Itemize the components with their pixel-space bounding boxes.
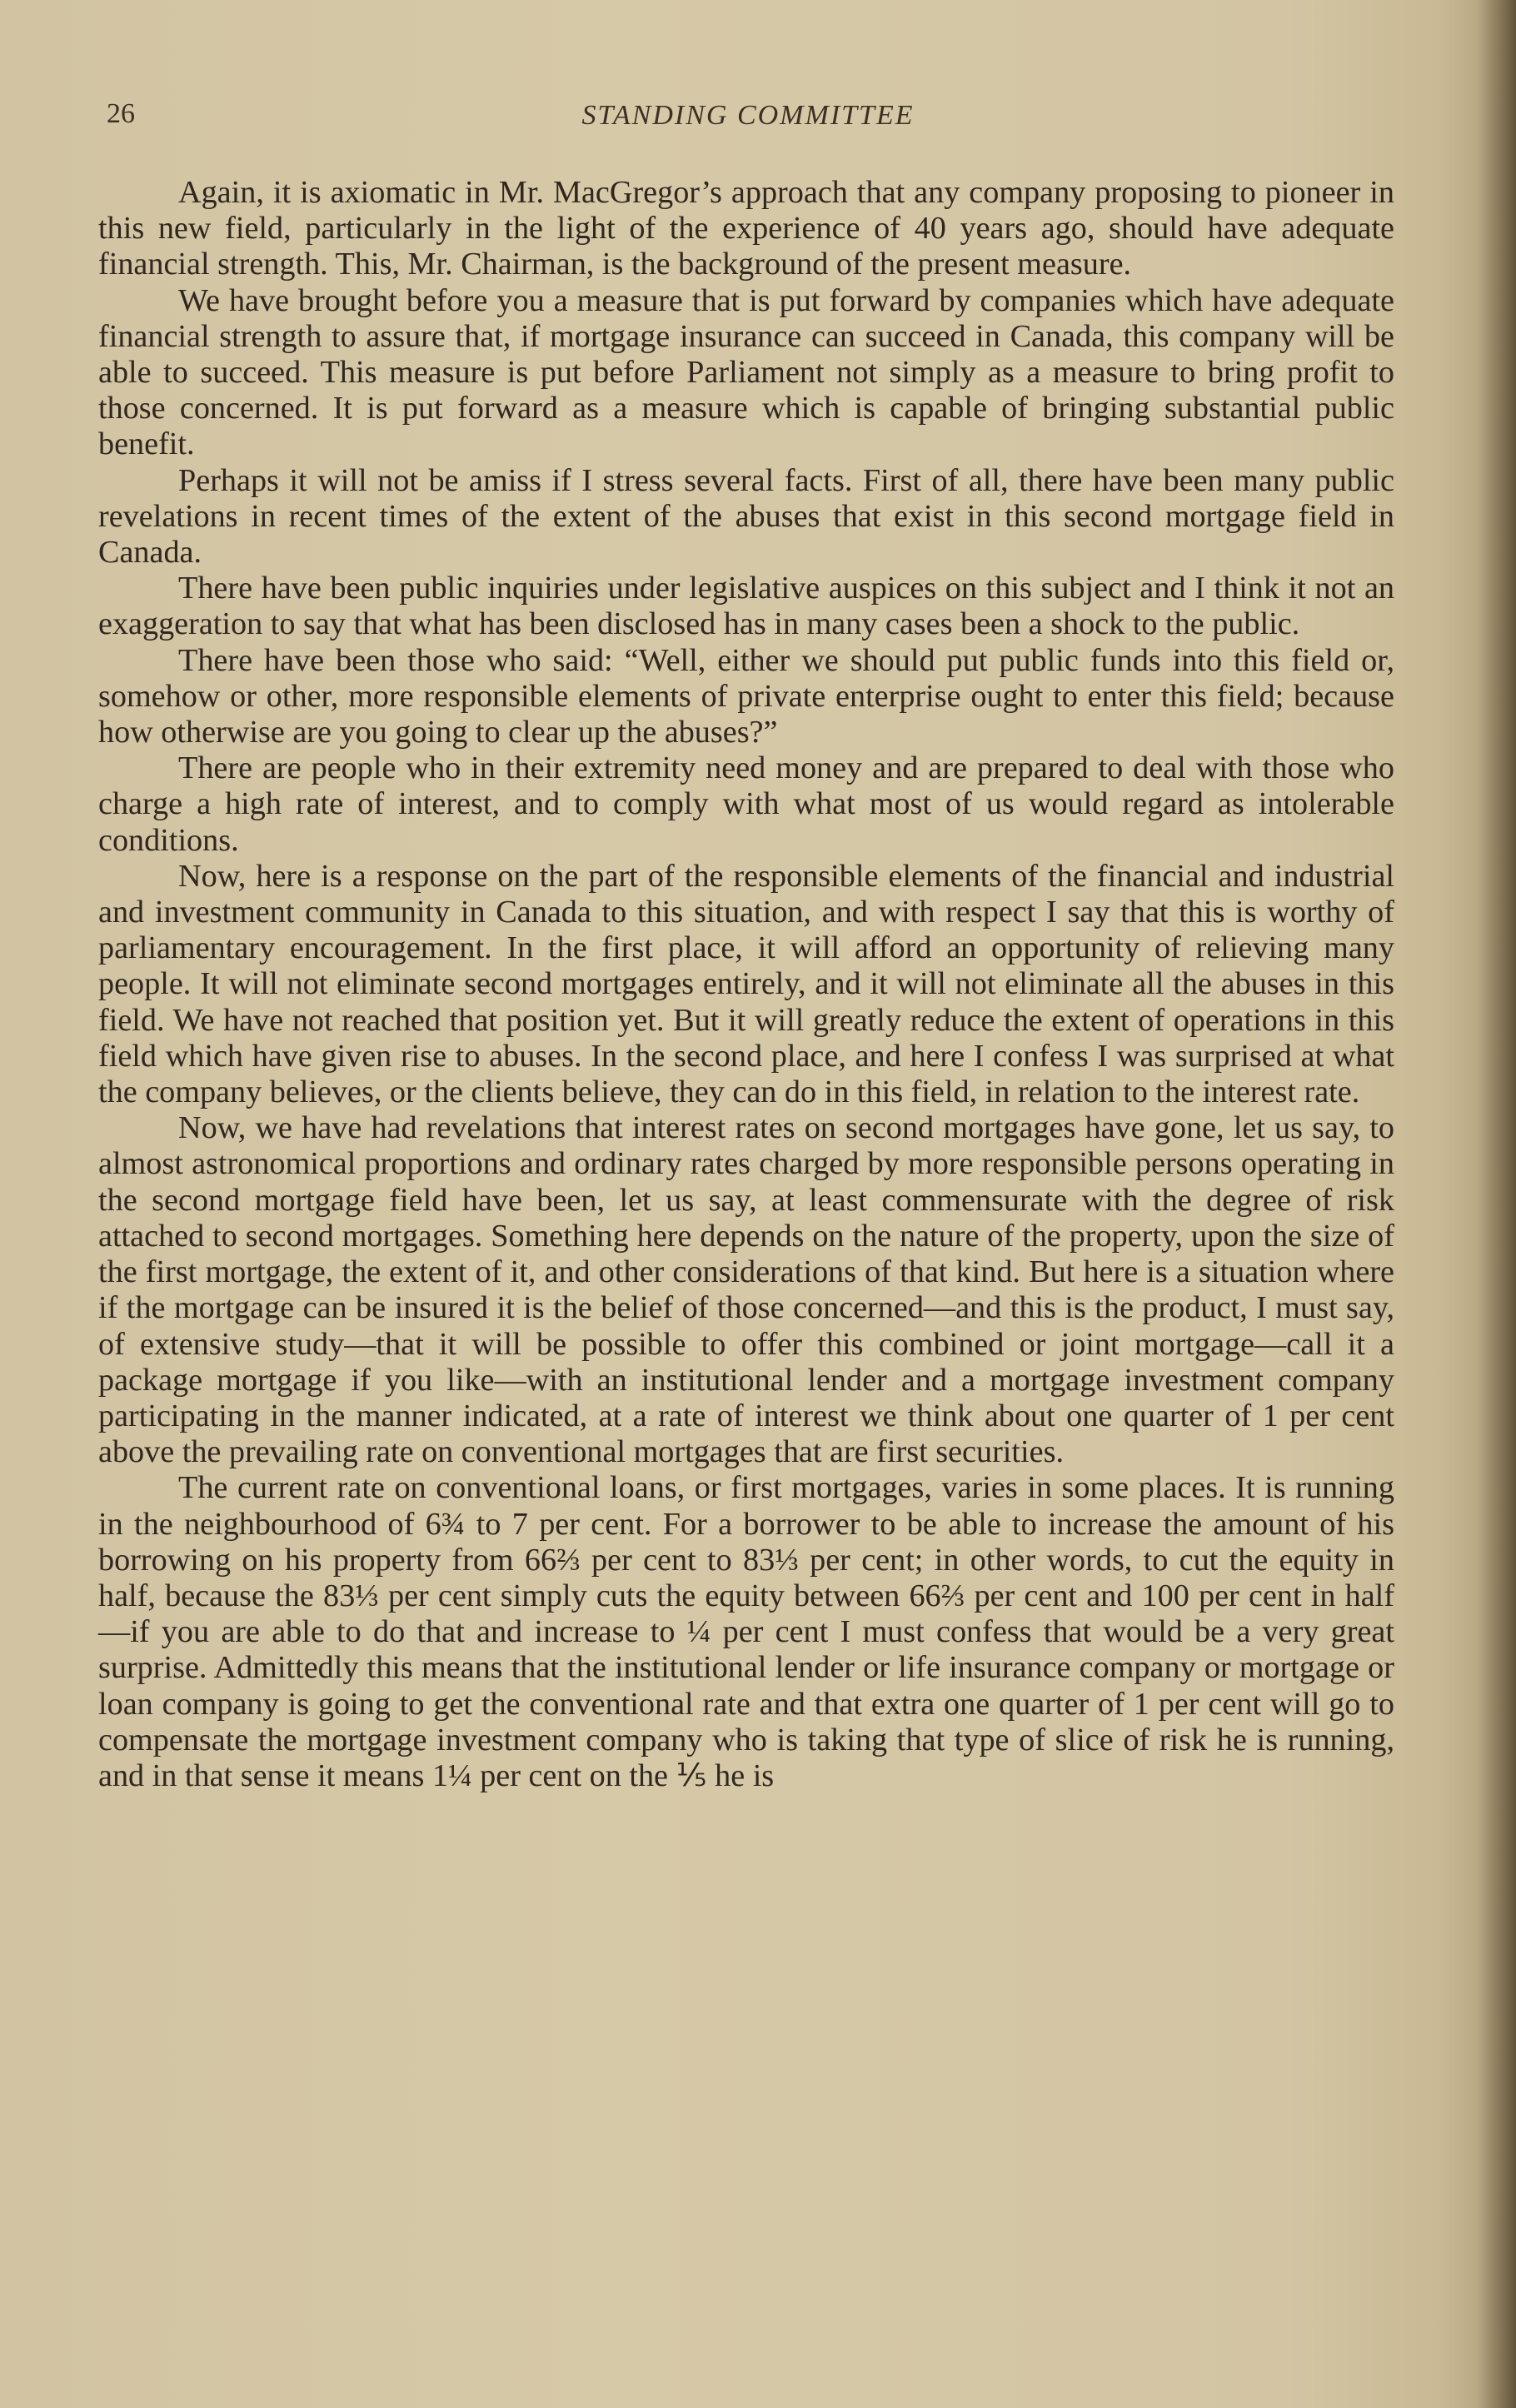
page-header	[107, 98, 1389, 145]
page-number: 26	[107, 98, 135, 129]
paragraph: Now, we have had revelations that interest rates on second mortgages have gone, let us say, to almost astronomical proportions and ordinary rates charged by more responsible persons operating in the second mortgage field have been, let us say, at least commensurate with the degree of risk attached to second mortgages. Something here depends on the nature of the property, upon the size of the first mortgage, the extent of it, and other considerations of that kind. But here is a situation where if the mortgage can be insured it is the belief of those concerned—and this is the product, I must say, of extensive study—that it will be possible to offer this combined or joint mortgage—call it a package mortgage if you like—with an institutional lender and a mortgage investment company participating in the manner indicated, at a rate of interest we think about one quarter of 1 per cent above the prevailing rate on conventional mortgages that are first securities.	[98, 1110, 1394, 1470]
paragraph: The current rate on conventional loans, or first mortgages, varies in some places. It is running in the neighbourhood of 6¾ to 7 per cent. For a borrower to be able to increase the amount of his borrowing on his property from 66⅔ per cent to 83⅓ per cent; in other words, to cut the equity in half, because the 83⅓ per cent simply cuts the equity between 66⅔ per cent and 100 per cent in half—if you are able to do that and increase to ¼ per cent I must confess that would be a very great surprise. Admittedly this means that the institutional lender or life insurance company or mortgage or loan company is going to get the conventional rate and that extra one quarter of 1 per cent will go to compensate the mortgage investment company who is taking that type of slice of risk he is running, and in that sense it means 1¼ per cent on the ⅕ he is	[98, 1470, 1394, 1793]
book-spine-shadow	[1478, 0, 1516, 2408]
paragraph: There have been public inquiries under legislative auspices on this subject and I think it not an exaggeration to say that what has been disclosed has in many cases been a shock to the public.	[98, 571, 1394, 642]
paragraph: Perhaps it will not be amiss if I stress several facts. First of all, there have been many public revelations in recent times of the extent of the abuses that exist in this second mortgage field in Canada.	[98, 462, 1394, 571]
paragraph: We have brought before you a measure that is put forward by companies which have adequate financial strength to assure that, if mortgage insurance can succeed in Canada, this company will be able to succeed. This measure is put before Parliament not simply as a measure to bring profit to those concerned. It is put forward as a measure which is capable of bringing substantial public benefit.	[98, 282, 1394, 462]
paragraph: There are people who in their extremity need money and are prepared to deal with those who charge a high rate of interest, and to comply with what most of us would regard as intolerable conditions.	[98, 750, 1394, 858]
body-text	[98, 175, 1394, 1794]
paragraph: Again, it is axiomatic in Mr. MacGregor’s approach that any company proposing to pioneer in this new field, particularly in the light of the experience of 40 years ago, should have adequate financial strength. This, Mr. Chairman, is the background of the present measure.	[98, 175, 1394, 282]
paragraph: There have been those who said: “Well, either we should put public funds into this field or, somehow or other, more responsible elements of private enterprise ought to enter this field; because how otherwise are you going to clear up the abuses?”	[98, 642, 1394, 750]
paragraph: Now, here is a response on the part of the responsible elements of the financial and industrial and investment community in Canada to this situation, and with respect I say that this is worthy of parliamentary encouragement. In the first place, it will afford an opportunity of relieving many people. It will not eliminate second mortgages entirely, and it will not eliminate all the abuses in this field. We have not reached that position yet. But it will greatly reduce the extent of operations in this field which have given rise to abuses. In the second place, and here I confess I was surprised at what the company believes, or the clients believe, they can do in this field, in relation to the interest rate.	[98, 858, 1394, 1110]
running-head-title: STANDING COMMITTEE	[581, 100, 915, 131]
